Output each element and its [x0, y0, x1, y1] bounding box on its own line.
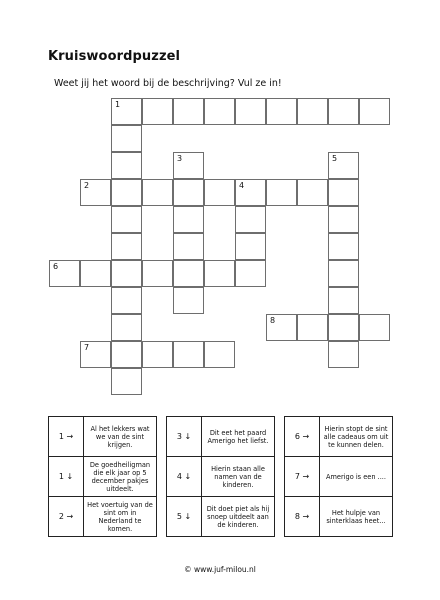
crossword-cell[interactable] — [297, 179, 328, 206]
crossword-cell[interactable] — [173, 152, 204, 179]
crossword-cell[interactable] — [204, 179, 235, 206]
clue-text: Hierin stopt de sint alle cadeaus om uit te kunnen delen. — [320, 417, 393, 457]
clue-number: 7 — [84, 343, 90, 352]
crossword-cell[interactable] — [297, 314, 328, 341]
crossword-cell[interactable] — [328, 287, 359, 314]
crossword-cell[interactable] — [328, 152, 359, 179]
crossword-cell[interactable] — [266, 98, 297, 125]
crossword-cell[interactable] — [173, 206, 204, 233]
crossword-cell[interactable] — [111, 206, 142, 233]
crossword-cell[interactable] — [80, 179, 111, 206]
clue-row — [49, 457, 157, 497]
clue-text: Dit doet piet als hij snoep uitdeelt aan de kinderen. — [202, 497, 275, 537]
crossword-cell[interactable] — [111, 287, 142, 314]
crossword-cell[interactable] — [80, 341, 111, 368]
clue-number: 5 — [332, 154, 338, 163]
crossword-cell[interactable] — [173, 98, 204, 125]
crossword-cell[interactable] — [204, 260, 235, 287]
crossword-cell[interactable] — [204, 98, 235, 125]
crossword-cell[interactable] — [235, 206, 266, 233]
page-title: Kruiswoordpuzzel — [48, 49, 181, 64]
crossword-cell[interactable] — [235, 98, 266, 125]
clue-table-middle — [166, 416, 275, 537]
clue-number: 3 — [177, 154, 183, 163]
clue-label: 5 ↓ — [167, 497, 202, 537]
crossword-cell[interactable] — [111, 125, 142, 152]
clue-text: Al het lekkers wat we van de sint krijgen. — [84, 417, 157, 457]
crossword-cell[interactable] — [266, 179, 297, 206]
crossword-cell[interactable] — [173, 233, 204, 260]
crossword-cell[interactable] — [111, 233, 142, 260]
clue-row — [167, 457, 275, 497]
crossword-cell[interactable] — [173, 341, 204, 368]
crossword-cell[interactable] — [266, 314, 297, 341]
crossword-cell[interactable] — [328, 98, 359, 125]
crossword-cell[interactable] — [297, 98, 328, 125]
clue-label: 6 → — [285, 417, 320, 457]
clue-label: 2 → — [49, 497, 84, 537]
clue-row — [49, 417, 157, 457]
crossword-cell[interactable] — [235, 179, 266, 206]
crossword-cell[interactable] — [359, 98, 390, 125]
clue-number: 4 — [239, 181, 245, 190]
clue-text: De goedheiligman die elk jaar op 5 december pakjes uitdeelt. — [84, 457, 157, 497]
clue-text: Amerigo is een .... — [320, 457, 393, 497]
clue-row — [49, 497, 157, 537]
clue-text: Het voertuig van de sint om in Nederland te komen. — [84, 497, 157, 537]
clue-label: 1 ↓ — [49, 457, 84, 497]
crossword-cell[interactable] — [111, 341, 142, 368]
crossword-cell[interactable] — [142, 179, 173, 206]
crossword-cell[interactable] — [111, 98, 142, 125]
crossword-cell[interactable] — [173, 287, 204, 314]
clue-number: 2 — [84, 181, 90, 190]
clue-text: Het hulpje van sinterklaas heet... — [320, 497, 393, 537]
clue-label: 7 → — [285, 457, 320, 497]
crossword-cell[interactable] — [111, 152, 142, 179]
crossword-cell[interactable] — [235, 233, 266, 260]
crossword-cell[interactable] — [359, 314, 390, 341]
clue-label: 1 → — [49, 417, 84, 457]
crossword-cell[interactable] — [328, 233, 359, 260]
clue-label: 8 → — [285, 497, 320, 537]
clue-number: 8 — [270, 316, 276, 325]
crossword-cell[interactable] — [204, 341, 235, 368]
clue-row — [285, 457, 393, 497]
clue-number: 6 — [53, 262, 59, 271]
crossword-cell[interactable] — [142, 98, 173, 125]
crossword-cell[interactable] — [111, 368, 142, 395]
crossword-cell[interactable] — [328, 260, 359, 287]
clue-text: Dit eet het paard Amerigo het liefst. — [202, 417, 275, 457]
crossword-cell[interactable] — [49, 260, 80, 287]
clue-table-left — [48, 416, 157, 537]
clue-row — [285, 497, 393, 537]
clue-number: 1 — [115, 100, 121, 109]
clue-label: 4 ↓ — [167, 457, 202, 497]
crossword-cell[interactable] — [328, 341, 359, 368]
crossword-cell[interactable] — [173, 179, 204, 206]
crossword-cell[interactable] — [235, 260, 266, 287]
instruction-text: Weet jij het woord bij de beschrijving? Vul ze in! — [54, 78, 282, 89]
crossword-cell[interactable] — [142, 260, 173, 287]
clue-row — [285, 417, 393, 457]
crossword-cell[interactable] — [142, 341, 173, 368]
clue-label: 3 ↓ — [167, 417, 202, 457]
crossword-cell[interactable] — [328, 314, 359, 341]
clue-text: Hierin staan alle namen van de kinderen. — [202, 457, 275, 497]
crossword-cell[interactable] — [173, 260, 204, 287]
crossword-cell[interactable] — [111, 179, 142, 206]
clue-table-right — [284, 416, 393, 537]
crossword-cell[interactable] — [111, 260, 142, 287]
crossword-cell[interactable] — [80, 260, 111, 287]
crossword-cell[interactable] — [328, 179, 359, 206]
crossword-cell[interactable] — [328, 206, 359, 233]
clue-row — [167, 417, 275, 457]
copyright-footer: © www.juf-milou.nl — [184, 565, 256, 574]
clue-row — [167, 497, 275, 537]
crossword-cell[interactable] — [111, 314, 142, 341]
